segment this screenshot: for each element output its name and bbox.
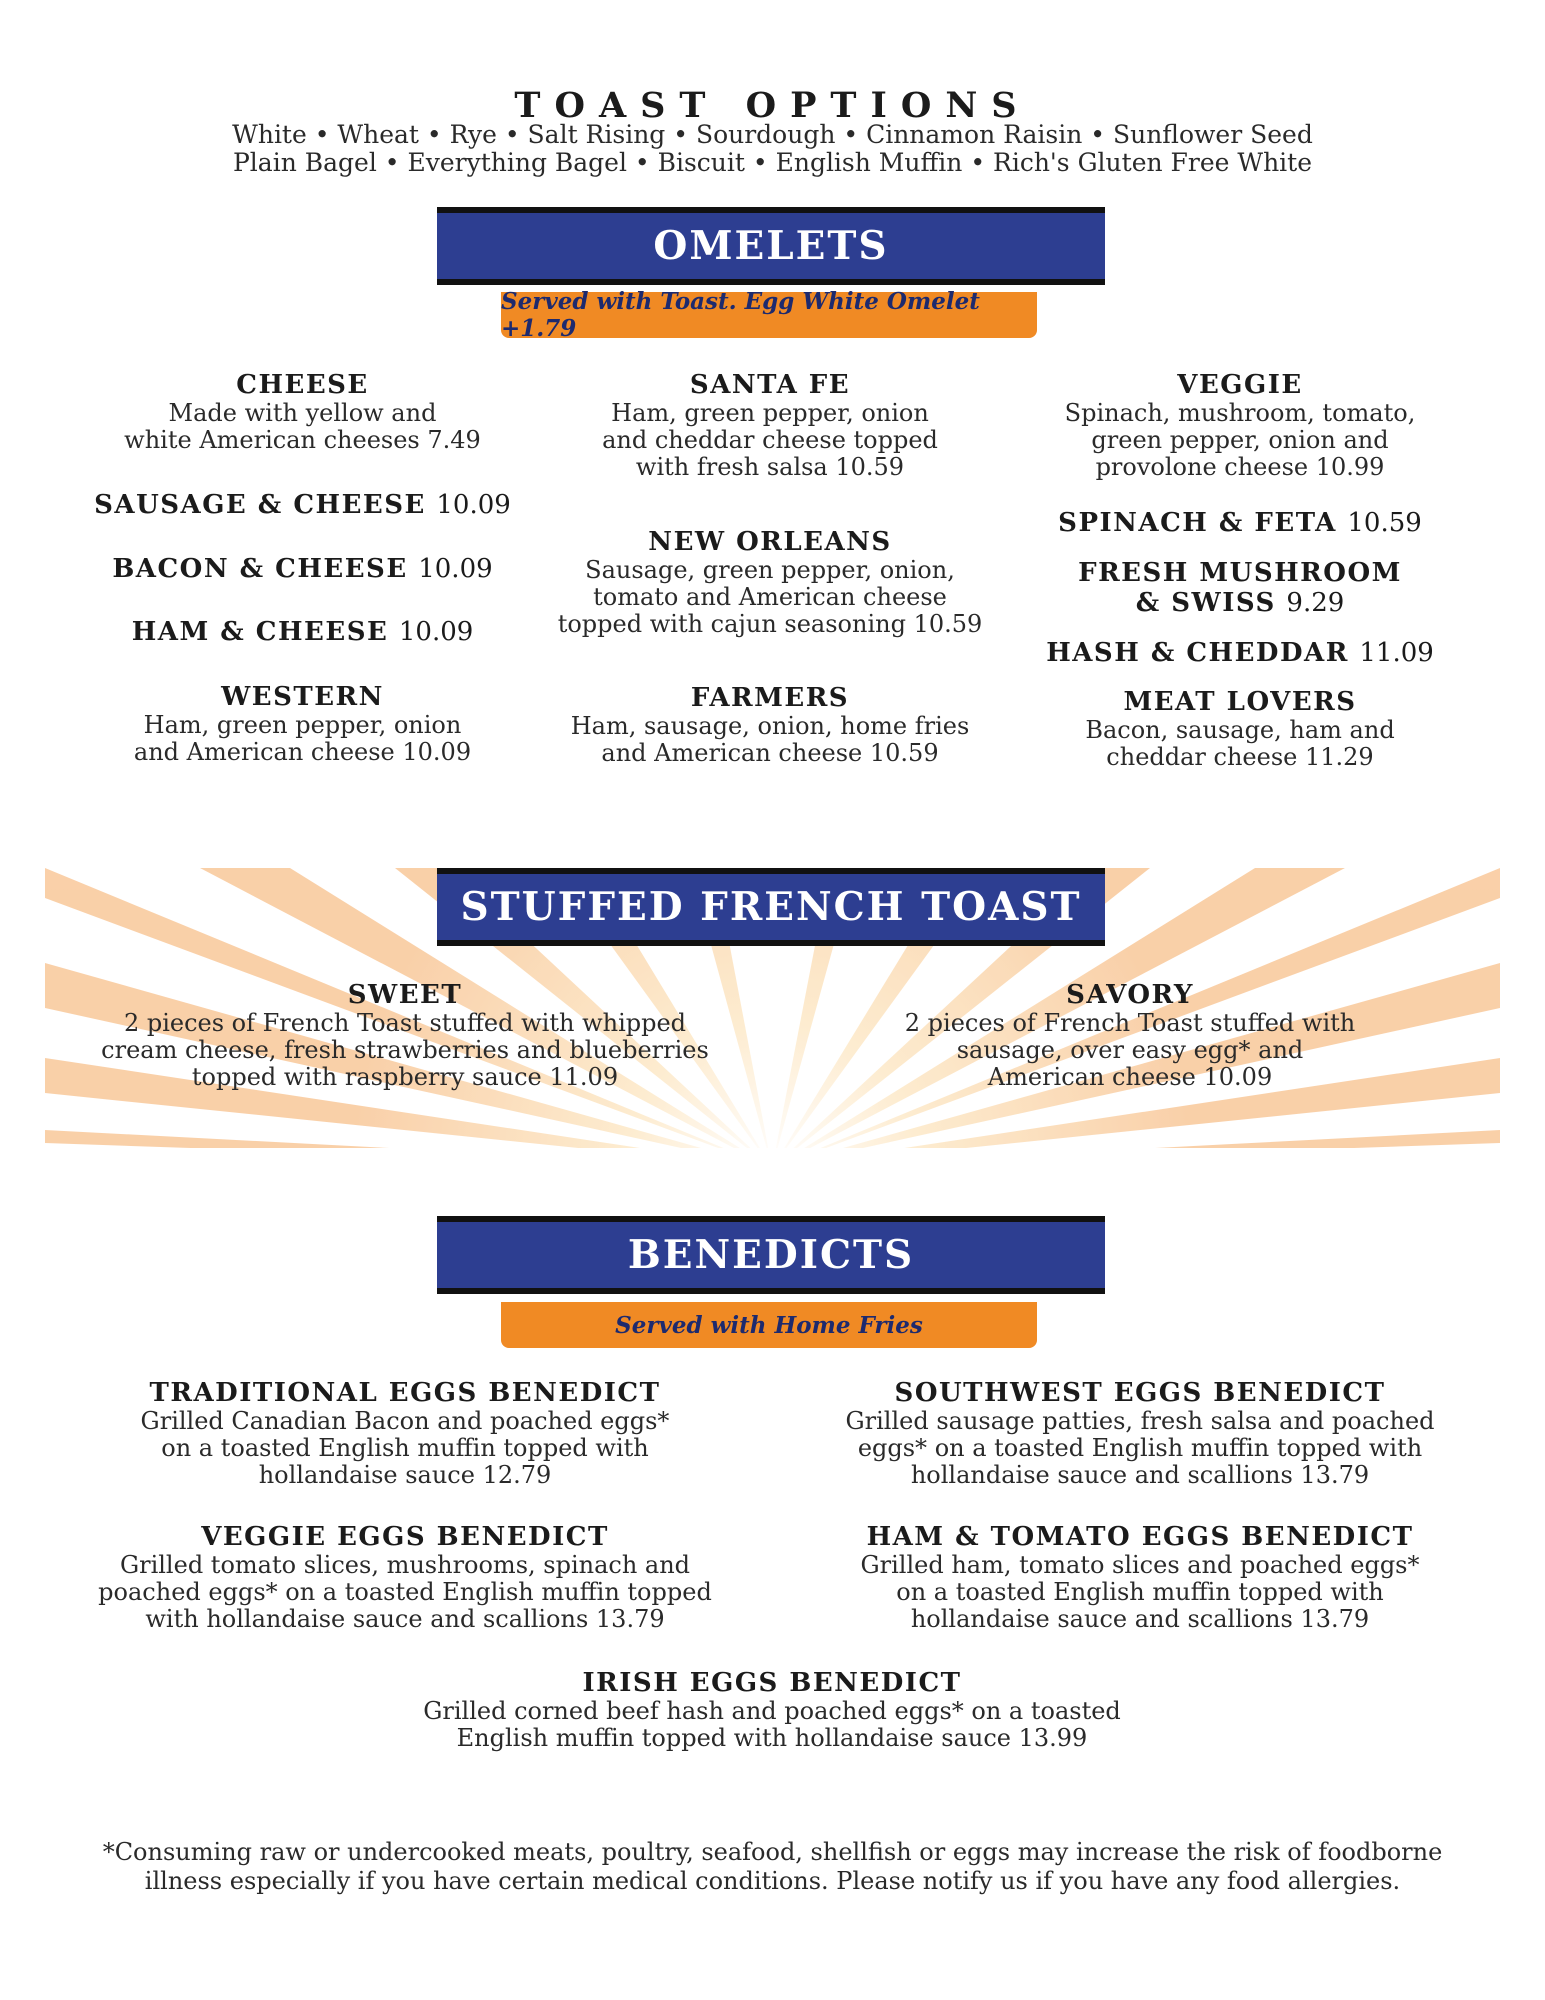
item-desc: Ham, green pepper, onion: [611, 399, 929, 427]
item-name: SWEET: [347, 980, 463, 1010]
menu-item-fresh-mushroom-swiss: [1020, 558, 1460, 618]
item-desc: hollandaise sauce 12.79: [258, 1461, 552, 1489]
item-desc: Grilled ham, tomato slices and poached eggs*: [860, 1551, 1420, 1579]
item-desc: cheddar cheese 11.29: [1106, 743, 1374, 771]
item-name: SOUTHWEST EGGS BENEDICT: [894, 1378, 1386, 1408]
item-name: SAUSAGE & CHEESE: [94, 490, 426, 520]
item-price: 10.09: [418, 554, 493, 584]
menu-item-veggie: [1020, 370, 1460, 481]
item-desc: poached eggs* on a toasted English muffin topped: [98, 1578, 712, 1606]
item-name: FRESH MUSHROOM: [1078, 558, 1402, 588]
item-name: BACON & CHEESE: [112, 554, 408, 584]
menu-item-traditional-eggs-benedict: [80, 1378, 730, 1489]
item-name: HASH & CHEDDAR: [1046, 638, 1349, 668]
item-name: CHEESE: [236, 370, 369, 400]
item-name: SANTA FE: [689, 370, 851, 400]
menu-item-cheese: [80, 370, 525, 454]
item-desc: Grilled corned beef hash and poached eggs* on a toasted: [423, 1697, 1121, 1725]
disclaimer-line-1: *Consuming raw or undercooked meats, poultry, seafood, shellfish or eggs may increase the risk of foodborne: [102, 1838, 1443, 1866]
item-name: SPINACH & FETA: [1058, 508, 1337, 538]
disclaimer-line-2: illness especially if you have certain medical conditions. Please notify us if you have any food allergies.: [144, 1867, 1401, 1895]
item-price: 10.59: [1347, 508, 1422, 538]
menu-item-savory: [830, 980, 1430, 1091]
benedicts-banner: [437, 1216, 1105, 1294]
item-desc: Bacon, sausage, ham and: [1085, 716, 1395, 744]
item-desc: topped with raspberry sauce 11.09: [191, 1063, 619, 1091]
menu-item-new-orleans: [540, 527, 1000, 638]
item-name: HAM & CHEESE: [131, 617, 389, 647]
item-name: WESTERN: [221, 682, 384, 712]
item-desc: and cheddar cheese topped: [602, 426, 938, 454]
item-desc: 2 pieces of French Toast stuffed with: [904, 1009, 1356, 1037]
menu-item-irish-eggs-benedict: [322, 1668, 1222, 1752]
menu-item-santa-fe: [540, 370, 1000, 481]
menu-item-bacon-cheese: [80, 554, 525, 584]
item-price: 10.09: [436, 490, 511, 520]
item-desc: provolone cheese 10.99: [1095, 453, 1385, 481]
stuffed-french-toast-title: STUFFED FRENCH TOAST: [460, 884, 1082, 930]
item-desc: topped with cajun seasoning 10.59: [557, 610, 983, 638]
omelets-note-banner: [501, 288, 1037, 342]
item-name: NEW ORLEANS: [648, 527, 892, 557]
menu-item-ham-tomato-eggs-benedict: [820, 1522, 1460, 1633]
item-price: 11.09: [1359, 638, 1434, 668]
item-desc: eggs* on a toasted English muffin topped with: [857, 1434, 1423, 1462]
menu-item-veggie-eggs-benedict: [80, 1522, 730, 1633]
item-desc: sausage, over easy egg* and: [956, 1036, 1304, 1064]
item-desc: Grilled sausage patties, fresh salsa and poached: [845, 1407, 1435, 1435]
menu-item-ham-cheese: [80, 617, 525, 647]
item-desc: with hollandaise sauce and scallions 13.79: [145, 1605, 665, 1633]
item-desc: English muffin topped with hollandaise sauce 13.99: [456, 1724, 1088, 1752]
item-desc: 2 pieces of French Toast stuffed with whipped: [123, 1009, 687, 1037]
item-desc: white American cheeses 7.49: [124, 426, 481, 454]
item-price: 10.09: [398, 617, 474, 647]
item-desc: Made with yellow and: [168, 399, 437, 427]
item-desc: and American cheese 10.59: [601, 739, 939, 767]
item-desc: Ham, sausage, onion, home fries: [570, 712, 970, 740]
menu-item-sausage-cheese: [80, 490, 525, 520]
omelets-banner: [437, 207, 1105, 285]
item-desc: green pepper, onion and: [1091, 426, 1389, 454]
food-safety-disclaimer: [80, 1838, 1465, 1896]
item-desc: cream cheese, fresh strawberries and blueberries: [101, 1036, 709, 1064]
item-desc: Ham, green pepper, onion: [143, 711, 462, 739]
item-name: IRISH EGGS BENEDICT: [582, 1668, 962, 1698]
item-desc: American cheese 10.09: [987, 1063, 1273, 1091]
item-desc: Sausage, green pepper, onion,: [585, 556, 955, 584]
item-desc: Spinach, mushroom, tomato,: [1064, 399, 1416, 427]
item-name: MEAT LOVERS: [1123, 687, 1357, 717]
toast-options-line-2: Plain Bagel • Everything Bagel • Biscuit • English Muffin • Rich's Gluten Free White: [232, 148, 1313, 177]
omelets-note: Served with Toast. Egg White Omelet +1.79: [501, 288, 980, 342]
item-name: VEGGIE EGGS BENEDICT: [201, 1522, 609, 1552]
item-price: 9.29: [1286, 588, 1345, 618]
item-desc: hollandaise sauce and scallions 13.79: [910, 1605, 1370, 1633]
toast-options-line-1: White • Wheat • Rye • Salt Rising • Sourdough • Cinnamon Raisin • Sunflower Seed: [232, 120, 1313, 149]
menu-item-western: [80, 682, 525, 766]
item-name: TRADITIONAL EGGS BENEDICT: [149, 1378, 661, 1408]
stuffed-french-toast-banner: [437, 868, 1105, 946]
item-name: SAVORY: [1066, 980, 1194, 1010]
item-desc: on a toasted English muffin topped with: [896, 1578, 1384, 1606]
menu-item-hash-cheddar: [1020, 638, 1460, 668]
item-desc: Grilled tomato slices, mushrooms, spinach and: [119, 1551, 691, 1579]
menu-item-meat-lovers: [1020, 687, 1460, 771]
item-desc: tomato and American cheese: [593, 583, 947, 611]
item-desc: hollandaise sauce and scallions 13.79: [910, 1461, 1370, 1489]
benedicts-title: BENEDICTS: [627, 1232, 915, 1278]
item-desc: and American cheese 10.09: [133, 738, 472, 766]
toast-options-title: TOAST OPTIONS: [514, 85, 1031, 126]
item-name: VEGGIE: [1177, 370, 1303, 400]
item-desc: on a toasted English muffin topped with: [161, 1434, 649, 1462]
benedicts-note-banner: [501, 1302, 1037, 1348]
omelets-title: OMELETS: [653, 223, 889, 269]
menu-item-farmers: [540, 683, 1000, 767]
menu-item-sweet: [80, 980, 730, 1091]
item-name-line-2: & SWISS: [1135, 588, 1276, 618]
menu-item-southwest-eggs-benedict: [820, 1378, 1460, 1489]
benedicts-note: Served with Home Fries: [615, 1311, 923, 1339]
menu-item-spinach-feta: [1020, 508, 1460, 538]
item-desc: Grilled Canadian Bacon and poached eggs*: [140, 1407, 670, 1435]
item-name: FARMERS: [690, 683, 850, 713]
item-name: HAM & TOMATO EGGS BENEDICT: [866, 1522, 1414, 1552]
item-desc: with fresh salsa 10.59: [635, 453, 905, 481]
